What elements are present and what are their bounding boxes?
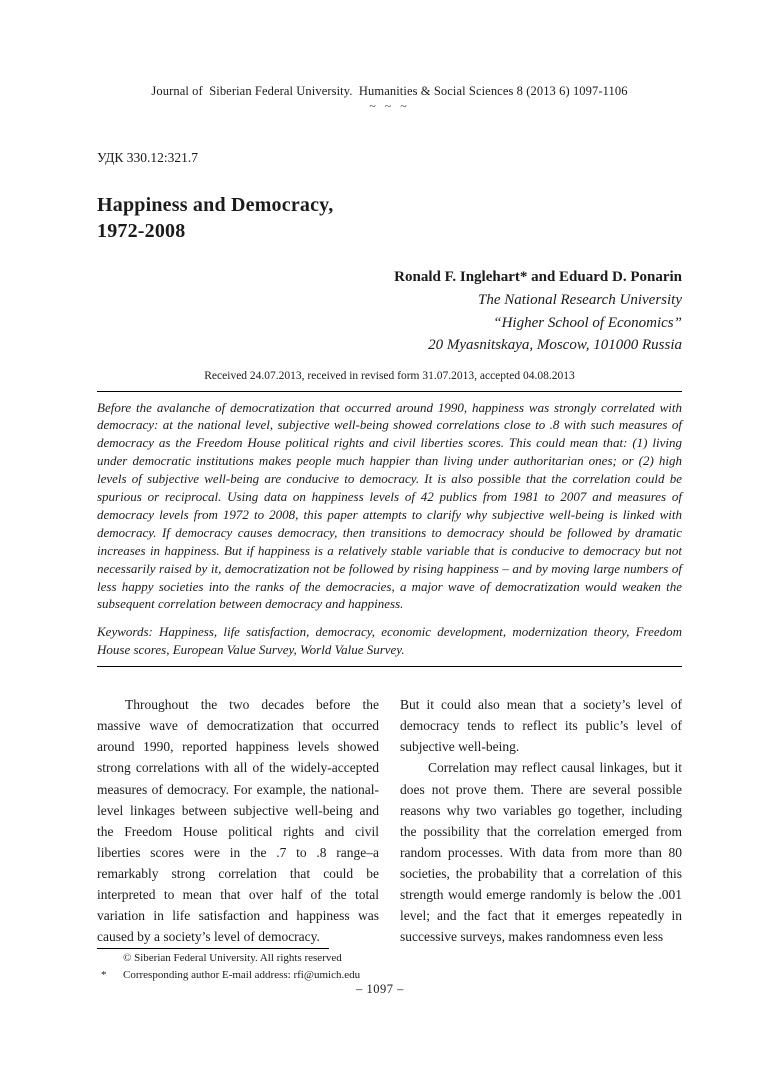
title-line-1: Happiness and Democracy, <box>97 194 334 216</box>
body-column-left <box>97 694 379 947</box>
byline-block <box>97 269 682 357</box>
footnote-corresponding <box>97 969 682 983</box>
page-number: – 1097 – <box>356 982 404 996</box>
affiliation-line-3: 20 Myasnitskaya, Moscow, 101000 Russia <box>428 337 682 353</box>
keywords-text: Keywords: Happiness, life satisfaction, democracy, economic development, modernization theory, Freedom House scores, European Value Survey, World Value Survey. <box>97 623 682 667</box>
title-line-2: 1972-2008 <box>97 220 186 242</box>
body-column-right <box>400 694 682 947</box>
footnote-corresponding-text: Corresponding author E-mail address: rfi@umich.edu <box>123 968 361 981</box>
footnote-rule <box>97 948 329 949</box>
body-paragraph: Correlation may reflect causal linkages, but it does not prove them. There are several possible reasons why two variables go together, including the possibility that the correlation emerged from random processes. With data from more than 80 societies, the probability that a correlation of this strength would emerge randomly is below the .001 level; and the fact that it emerges repeatedly in successive surveys, makes randomness even less <box>400 760 682 945</box>
body-paragraph: Throughout the two decades before the massive wave of democratization that occurred around 1990, reported happiness levels showed strong correlations with all of the widely-accepted measures of democracy. For example, the national-level linkages between subjective well-being and the Freedom House political rights and civil liberties scores were in the .7 to .8 range–a remarkably strong correlation that could be interpreted to mean that over half of the total variation in life satisfaction and happiness was caused by a society’s level of democracy. <box>97 697 379 945</box>
affiliation-line-2: “Higher School of Economics” <box>493 314 682 331</box>
abstract-text: Before the avalanche of democratization that occurred around 1990, happiness was strongly correlated with democracy: at the national level, subjective well-being showed correlations close to .8 with such measures of democracy as the Freedom House political rights and civil liberties scores. This could mean that: (1) living under democratic institutions makes people much happier than living under authoritarian ones; or (2) high levels of subjective well-being are conducive to democracy. It is also possible that the correlation could be spurious or reciprocal. Using data on happiness levels of 42 publics from 1981 to 2007 and measures of democracy levels from 1972 to 2008, this paper attempts to clarify why subjective well-being is linked with democracy. If democracy causes democracy, then transitions to democracy should be followed by dramatic increases in happiness. But if happiness is a relatively stable variable that is conducive to democracy but not necessarily raised by it, democratization not be followed by rising happiness – and by moving large numbers of less happy societies into the ranks of the democracies, a major wave of democratization would weaken the subsequent correlation between democracy and happiness. <box>97 399 682 612</box>
udk-code: УДК 330.12:321.7 <box>97 150 199 165</box>
journal-header: Journal of Siberian Federal University. Humanities & Social Sciences 8 (2013 6) 1097-1106 <box>151 84 628 98</box>
received-line: Received 24.07.2013, received in revised form 31.07.2013, accepted 04.08.2013 <box>97 370 682 392</box>
footnote-asterisk-marker: * <box>101 968 107 981</box>
article-title <box>97 192 682 244</box>
page-content <box>97 0 682 947</box>
affiliation-line-1: The National Research University <box>478 292 682 308</box>
footnote-copyright: © Siberian Federal University. All rights reserved <box>123 952 342 964</box>
footnote-block <box>97 948 682 982</box>
affiliation-block <box>97 289 682 357</box>
authors-line: Ronald F. Inglehart* and Eduard D. Ponarin <box>394 269 682 285</box>
body-columns <box>97 694 682 947</box>
header-ornament: ~ ~ ~ <box>369 99 410 113</box>
body-paragraph: But it could also mean that a society’s level of democracy tends to reflect its public’s level of subjective well-being. <box>400 697 682 755</box>
